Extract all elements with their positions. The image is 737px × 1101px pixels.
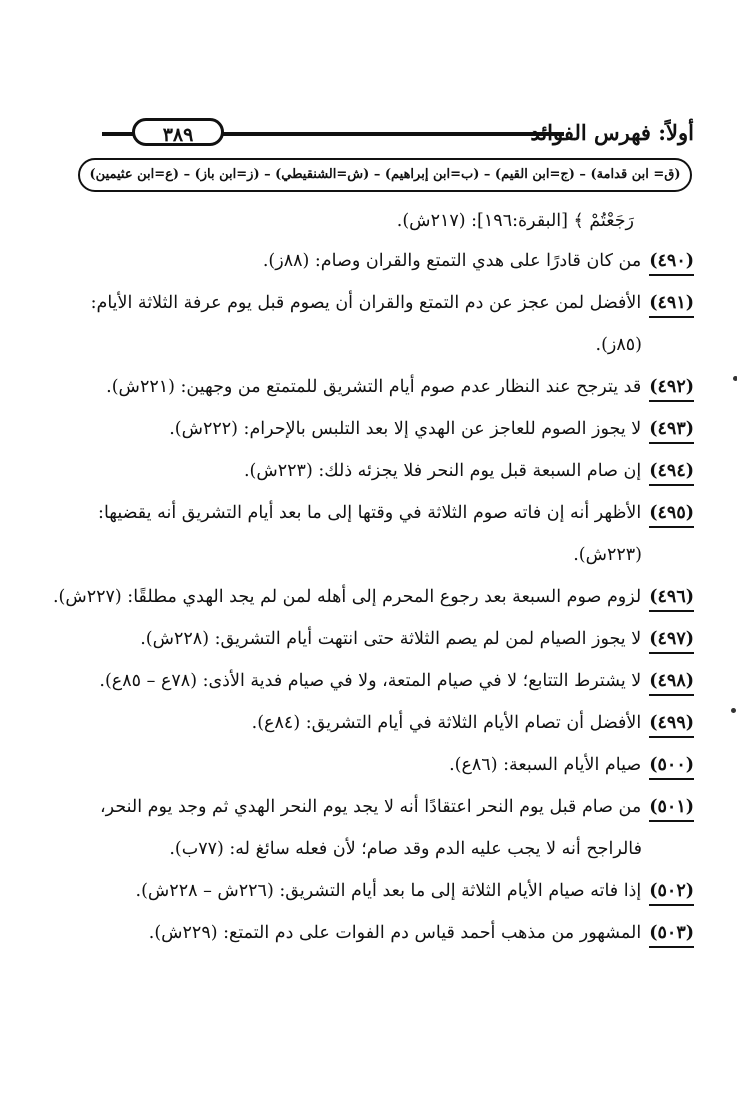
entry-494 [76, 450, 694, 492]
entry-text: من كان قادرًا على هدي التمتع والقران وصام: (٨٨ز). [262, 251, 642, 271]
margin-mark [731, 708, 736, 713]
entry-text-continued: (٢٢٣ش). [573, 545, 642, 565]
entry-text: لا يشترط التتابع؛ لا في صيام المتعة، ولا في صيام فدية الأذى: (٧٨ع – ٨٥ع). [99, 671, 642, 691]
entry-text: لزوم صوم السبعة بعد رجوع المحرم إلى أهله لمن لم يجد الهدي مطلقًا: (٢٢٧ش). [52, 587, 642, 607]
entry-491 [76, 282, 694, 366]
entries-list [52, 202, 694, 954]
entry-497 [76, 618, 694, 660]
entry-number: (٤٩٨) [649, 669, 694, 696]
entry-text: صيام الأيام السبعة: (٨٦ع). [449, 755, 642, 775]
entry-500 [76, 744, 694, 786]
section-title: أولاً: فهرس الفوائد [530, 120, 694, 145]
entry-number: (٤٩٣) [649, 417, 694, 444]
entry-493 [76, 408, 694, 450]
entry-495 [76, 492, 694, 576]
entry-number: (٤٩٧) [649, 627, 694, 654]
entry-492 [76, 366, 694, 408]
entry-490 [76, 240, 694, 282]
entry-number: (٤٩٥) [649, 501, 694, 528]
entry-number: (٥٠٣) [649, 921, 694, 948]
entry-text: المشهور من مذهب أحمد قياس دم الفوات على دم التمتع: (٢٢٩ش). [148, 923, 642, 943]
entry-text: الأظهر أنه إن فاته صوم الثلاثة في وقتها إلى ما بعد أيام التشريق أنه يقضيها: [98, 503, 642, 523]
entry-number: (٤٩١) [649, 291, 694, 318]
margin-mark [733, 376, 737, 381]
entry-498 [76, 660, 694, 702]
entry-number: (٤٩٩) [649, 711, 694, 738]
entry-number: (٤٩٦) [649, 585, 694, 612]
entry-text: إن صام السبعة قبل يوم النحر فلا يجزئه ذلك: (٢٢٣ش). [243, 461, 642, 481]
page-header [62, 118, 694, 148]
entry-501 [76, 786, 694, 870]
entry-text-continued: (٨٥ز). [595, 335, 642, 355]
entry-text: إذا فاته صيام الأيام الثلاثة إلى ما بعد أيام التشريق: (٢٢٦ش – ٢٢٨ش). [135, 881, 642, 901]
entry-502 [76, 870, 694, 912]
entry-text: الأفضل أن تصام الأيام الثلاثة في أيام التشريق: (٨٤ع). [251, 713, 642, 733]
entry-text-continued: فالراجح أنه لا يجب عليه الدم وقد صام؛ لأن فعله سائغ له: (٧٧ب). [169, 839, 642, 859]
entry-number: (٤٩٠) [649, 249, 694, 276]
entry-number: (٥٠١) [649, 795, 694, 822]
entry-text: لا يجوز الصوم للعاجز عن الهدي إلا بعد التلبس بالإحرام: (٢٢٢ش). [169, 419, 642, 439]
page-number: ٣٨٩ [132, 118, 224, 146]
continuation-line: رَجَعْتُمْ ﴾ [البقرة:١٩٦]: (٢١٧ش). [396, 211, 634, 231]
entry-number: (٤٩٤) [649, 459, 694, 486]
entry-text: قد يترجح عند النظار عدم صوم أيام التشريق للمتمتع من وجهين: (٢٢١ش). [106, 377, 642, 397]
entry-text: الأفضل لمن عجز عن دم التمتع والقران أن يصوم قبل يوم عرفة الثلاثة الأيام: [90, 293, 642, 313]
entry-text: لا يجوز الصيام لمن لم يصم الثلاثة حتى انتهت أيام التشريق: (٢٢٨ش). [140, 629, 642, 649]
entry-number: (٥٠٢) [649, 879, 694, 906]
entry-text: من صام قبل يوم النحر اعتقادًا أنه لا يجد يوم النحر الهدي ثم وجد يوم النحر، [100, 797, 642, 817]
entry-503 [76, 912, 694, 954]
entry-number: (٥٠٠) [649, 753, 694, 780]
abbreviation-legend: (ق= ابن قدامة) – (ج=ابن القيم) – (ب=ابن إبراهيم) – (ش=الشنقيطي) – (ز=ابن باز) – (ع=ابن عثيمين) [78, 158, 692, 192]
entry-499 [76, 702, 694, 744]
entry-496 [52, 576, 694, 618]
entry-number: (٤٩٢) [649, 375, 694, 402]
